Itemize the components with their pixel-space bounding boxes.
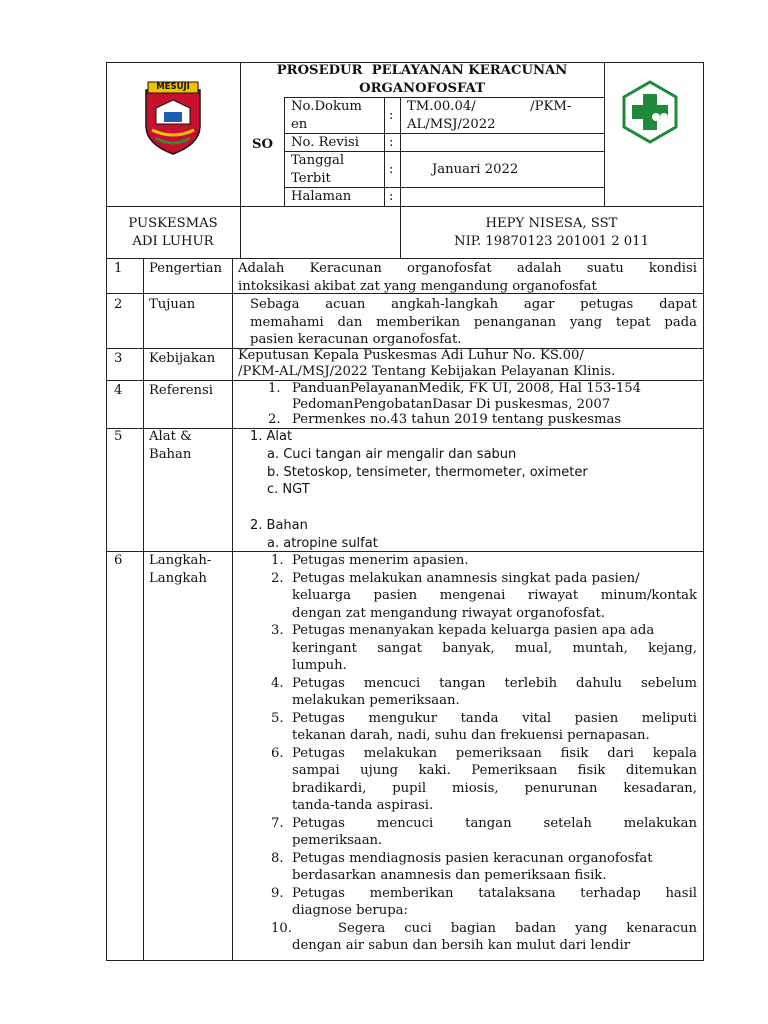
alat-heading: 1. Alat: [250, 429, 293, 444]
so-label: SO: [252, 137, 274, 152]
section-label-pengertian: Pengertian: [149, 261, 223, 276]
document-title: [240, 62, 604, 97]
meta-colon: :: [389, 189, 394, 204]
alat-item: a. Cuci tangan air mengalir dan sabun: [267, 446, 517, 462]
signer-nip: NIP. 19870123 201001 2 011: [454, 233, 649, 249]
organization-name: PUSKESMAS ADI LUHUR: [128, 216, 218, 249]
step-item: 1. Petugas menerim apasien.: [271, 553, 469, 568]
bahan-heading: 2. Bahan: [250, 517, 308, 533]
signer-name: HEPY NISESA, SST: [485, 216, 618, 231]
divider-header-mid: [106, 206, 704, 207]
section-label-referensi: Referensi: [149, 383, 214, 398]
section-number: 2: [114, 297, 123, 312]
mesuji-logo: [142, 80, 204, 156]
reference-item: 1. PanduanPelayananMedik, FK UI, 2008, Hal 153-154 PedomanPengobatanDasar Di puskesmas, 2007: [268, 381, 642, 412]
reference-item: 2. Permenkes no.43 tahun 2019 tentang puskesmas: [268, 412, 622, 427]
meta-colon: :: [389, 162, 394, 177]
step-item: 5. Petugas mengukur tanda vital pasien meliputi tekanan darah, nadi, suhu dan frekuensi pernapasan.: [271, 710, 697, 743]
section-number: 6: [114, 553, 123, 568]
section-content-pengertian: Adalah Keracunan organofosfat adalah suatu kondisi intoksikasi akibat zat yang mengandung organofosfat: [238, 261, 697, 294]
section-label-tujuan: Tujuan: [149, 297, 196, 312]
title-line-1: PROSEDUR PELAYANAN KERACUNAN: [276, 63, 568, 78]
border-right: [703, 62, 704, 960]
section-content-alat-bahan: [250, 428, 588, 553]
meta-colon: :: [389, 108, 394, 123]
section-content-referensi: [268, 381, 641, 428]
meta-label-page: Halaman: [291, 189, 352, 204]
step-item: 3. Petugas menanyakan kepada keluarga pasien apa ada keringant sangat banyak, mual, muntah, kejang, lumpuh.: [271, 623, 697, 673]
meta-label-issue-date: Tanggal Terbit: [291, 153, 345, 186]
steps-list: [268, 552, 697, 955]
section-content-kebijakan: Keputusan Kepala Puskesmas Adi Luhur No. KS.00/ /PKM-AL/MSJ/2022 Tentang Kebijakan Pelayanan Klinis.: [238, 348, 616, 379]
border-bottom: [106, 960, 704, 961]
step-item: 2. Petugas melakukan anamnesis singkat pada pasien/ keluarga pasien mengenai riwayat minum/kontak dengan zat mengandung riwayat organofosfat.: [271, 570, 697, 621]
section-label-langkah: Langkah- Langkah: [149, 553, 212, 586]
meta-value-issue-date: Januari 2022: [432, 162, 519, 177]
signer-block: [400, 215, 703, 250]
logo-text: MESUJI: [156, 82, 190, 92]
section-number: 5: [114, 429, 123, 444]
meta-colon: :: [389, 135, 394, 150]
bahan-list: [250, 535, 588, 553]
section-number: 3: [114, 351, 123, 366]
meta-label-doc-number: No.Dokum en: [291, 99, 362, 132]
section-content-tujuan: Sebaga acuan angkah-langkah agar petugas dapat memahami dan memberikan penanganan yang tepat pada pasien keracunan organofosfat.: [250, 297, 697, 347]
meta-value-doc-number: TM.00.04/ /PKM- AL/MSJ/2022: [407, 99, 572, 132]
divider-col-num: [143, 258, 144, 960]
step-item: 9. Petugas memberikan tatalaksana terhadap hasil diagnose berupa:: [271, 885, 697, 918]
section-number: 1: [114, 261, 123, 276]
step-item: 6. Petugas melakukan pemeriksaan fisik dari kepala sampai ujung kaki. Pemeriksaan fisik ditemukan bradikardi, pupil miosis, penurunan kesadaran, tanda-tanda aspirasi.: [271, 745, 697, 813]
alat-list: [250, 446, 588, 499]
step-item: 10. Segera cuci bagian badan yang kenaracun dengan air sabun dan bersih kan mulut dari lendir: [271, 920, 697, 953]
divider-col-label: [232, 258, 233, 960]
step-item: 7. Petugas mencuci tangan setelah melakukan pemeriksaan.: [271, 815, 697, 848]
alat-item: b. Stetoskop, tensimeter, thermometer, oximeter: [267, 464, 588, 480]
border-left: [106, 62, 107, 960]
title-line-2: ORGANOFOSFAT: [359, 80, 485, 96]
section-number: 4: [114, 383, 123, 398]
puskesmas-logo: [618, 80, 682, 144]
step-item: 4. Petugas mencuci tangan terlebih dahulu sebelum melakukan pemeriksaan.: [271, 675, 697, 708]
step-item: 8. Petugas mendiagnosis pasien keracunan organofosfat berdasarkan anamnesis dan pemeriksaan fisik.: [271, 850, 653, 883]
divider-header-end: [106, 258, 704, 259]
divider-right-logo: [604, 62, 605, 206]
bahan-item: a. atropine sulfat: [267, 535, 378, 551]
alat-item: c. NGT: [267, 482, 310, 498]
section-label-kebijakan: Kebijakan: [149, 351, 216, 366]
meta-label-revision: No. Revisi: [291, 135, 360, 150]
section-label-alat-bahan: Alat & Bahan: [149, 429, 192, 462]
